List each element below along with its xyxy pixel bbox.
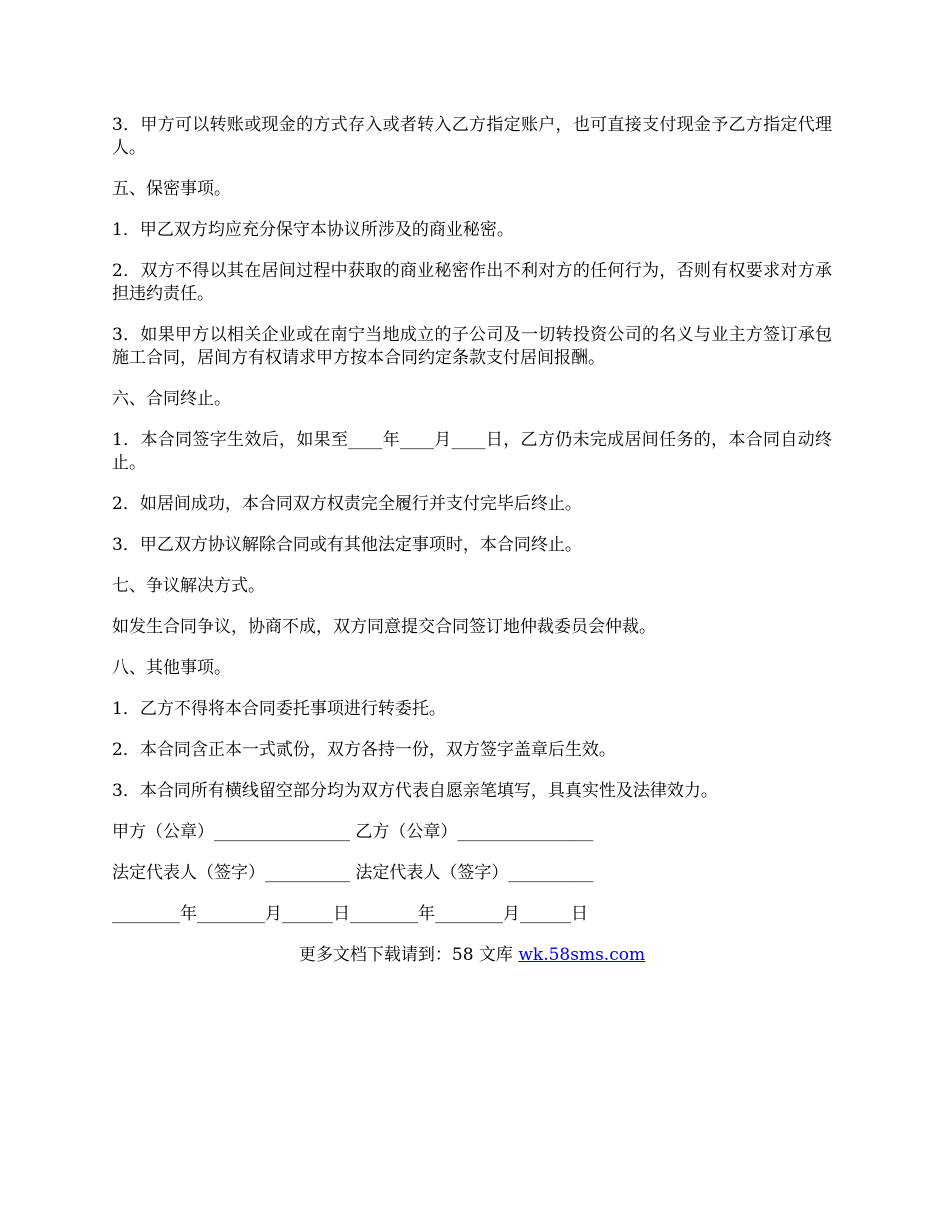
clause-5-1: 1．甲乙双方均应充分保守本协议所涉及的商业秘密。 xyxy=(112,220,514,240)
section-heading-confidentiality: 五、保密事项。 xyxy=(112,179,231,199)
clause-6-3: 3．甲乙双方协议解除合同或有其他法定事项时，本合同终止。 xyxy=(112,535,582,555)
clause-8-2: 2．本合同含正本一式贰份，双方各持一份，双方签字盖章后生效。 xyxy=(112,740,616,760)
clause-4-3: 3．甲方可以转账或现金的方式存入或者转入乙方指定账户，也可直接支付现金予乙方指定代理人。 xyxy=(112,115,832,158)
clause-6-2: 2．如居间成功，本合同双方权责完全履行并支付完毕后终止。 xyxy=(112,494,582,514)
document-body xyxy=(112,114,832,967)
signature-date-line: ________年________月______日________年________月______日 xyxy=(112,904,588,924)
clause-6-1: 1．本合同签字生效后，如果至____年____月____日，乙方仍未完成居间任务的，本合同自动终止。 xyxy=(112,430,832,473)
clause-8-3: 3．本合同所有横线留空部分均为双方代表自愿亲笔填写，具真实性及法律效力。 xyxy=(112,781,718,801)
footer-prefix: 更多文档下载请到：58 文库 xyxy=(298,945,519,965)
clause-8-1: 1．乙方不得将本合同委托事项进行转委托。 xyxy=(112,699,446,719)
section-heading-other: 八、其他事项。 xyxy=(112,658,231,678)
footer-link[interactable]: wk.58sms.com xyxy=(518,945,646,965)
clause-5-2: 2．双方不得以其在居间过程中获取的商业秘密作出不利对方的任何行为，否则有权要求对方承担违约责任。 xyxy=(112,261,832,304)
signature-seal-line: 甲方（公章）________________ 乙方（公章）________________ xyxy=(112,822,594,842)
download-footer xyxy=(112,944,832,967)
clause-7-1: 如发生合同争议，协商不成，双方同意提交合同签订地仲裁委员会仲裁。 xyxy=(112,617,656,637)
signature-representative-line: 法定代表人（签字）__________ 法定代表人（签字）__________ xyxy=(112,863,594,883)
section-heading-termination: 六、合同终止。 xyxy=(112,389,231,409)
clause-5-3: 3．如果甲方以相关企业或在南宁当地成立的子公司及一切转投资公司的名义与业主方签订承包施工合同，居间方有权请求甲方按本合同约定条款支付居间报酬。 xyxy=(112,325,832,368)
section-heading-dispute: 七、争议解决方式。 xyxy=(112,576,265,596)
